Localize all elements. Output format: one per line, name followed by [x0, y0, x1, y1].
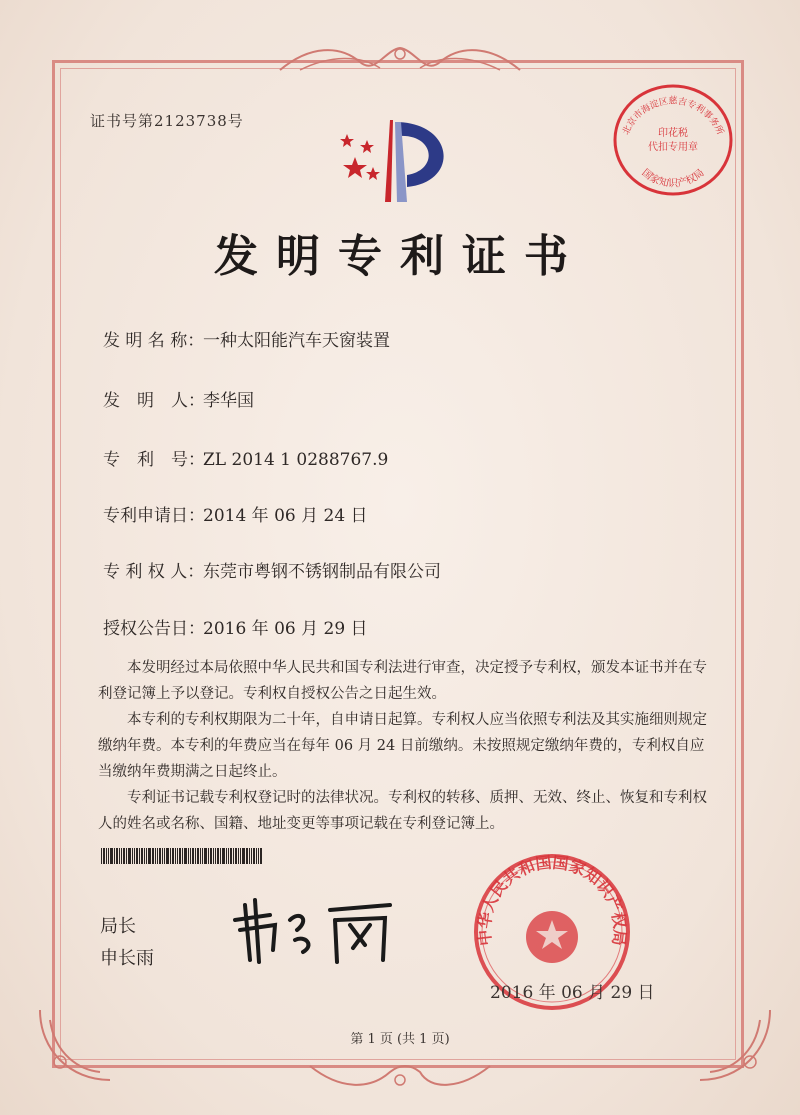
barcode-bar [202, 848, 203, 864]
barcode-bar [256, 848, 257, 864]
barcode-bar [210, 848, 212, 864]
filing-date-value: 2014 年 06 月 24 日 [203, 506, 368, 526]
invention-name-value: 一种太阳能汽车天窗装置 [203, 331, 390, 351]
grant-date-label: 授权公告日： [103, 619, 205, 639]
barcode-bar [220, 848, 221, 864]
barcode-bar [200, 848, 201, 864]
barcode-bar [144, 848, 145, 864]
barcode-bar [123, 848, 125, 864]
barcode-bar [179, 848, 181, 864]
certificate-number: 证书号第2123738号 [90, 112, 244, 130]
barcode-bar [258, 848, 259, 864]
barcode-bar [157, 848, 158, 864]
tax-seal-inner-text-2: 代扣专用章 [648, 142, 698, 153]
barcode-bar [177, 848, 178, 864]
barcode-bar [155, 848, 156, 864]
director-signature [225, 890, 405, 970]
barcode-bar [114, 848, 115, 864]
filing-date-field [103, 501, 368, 526]
grant-date-value: 2016 年 06 月 29 日 [203, 619, 368, 639]
patent-number-label: 专 利 号： [103, 450, 205, 470]
barcode-bar [204, 848, 207, 864]
official-seal-text: 中华人民共和国国家知识产权局 [474, 852, 630, 947]
barcode-bar [233, 848, 234, 864]
barcode-bar [217, 848, 219, 864]
barcode-bar [249, 848, 250, 864]
barcode-bar [182, 848, 183, 864]
body-paragraph-1: 本发明经过本局依照中华人民共和国专利法进行审查，决定授予专利权，颁发本证书并在专利登记簿上予以登记。专利权自授权公告之日起生效。 [98, 660, 707, 702]
barcode-bar [139, 848, 140, 864]
barcode-bar [101, 848, 102, 864]
director-name: 申长雨 [100, 948, 154, 969]
barcode-bar [132, 848, 133, 864]
barcode-bar [103, 848, 105, 864]
barcode-bar [121, 848, 122, 864]
barcode-bar [240, 848, 241, 864]
barcode-bar [126, 848, 127, 864]
barcode-bar [188, 848, 189, 864]
barcode-bar [146, 848, 147, 864]
barcode-bar [208, 848, 209, 864]
director-title: 局长 [100, 916, 136, 937]
barcode-bar [228, 848, 229, 864]
bottom-ornament [300, 1060, 500, 1094]
barcode-bar [175, 848, 176, 864]
tax-seal-bottom-text: 国家知识产权局 [639, 167, 707, 190]
barcode-bar [222, 848, 225, 864]
barcode-bar [242, 848, 245, 864]
patentee-value: 东莞市粤钢不锈钢制品有限公司 [203, 562, 441, 582]
barcode-bar [166, 848, 169, 864]
tax-seal [608, 80, 738, 198]
body-paragraph-2: 本专利的专利权期限为二十年，自申请日起算。专利权人应当依照专利法及其实施细则规定缴纳年费。本专利的年费应当在每年 06 月 24 日前缴纳。未按照规定缴纳年费的，专利权自应当缴纳年费期满之日起终止。 [98, 712, 707, 780]
top-ornament [270, 40, 530, 80]
barcode-bar [230, 848, 232, 864]
barcode-bar [184, 848, 187, 864]
inventor-field [103, 386, 254, 411]
barcode [101, 848, 299, 864]
patent-number-value: ZL 2014 1 0288767.9 [203, 450, 389, 470]
barcode-bar [172, 848, 174, 864]
patent-number-field [103, 445, 388, 470]
barcode-bar [164, 848, 165, 864]
barcode-bar [141, 848, 143, 864]
barcode-bar [162, 848, 163, 864]
barcode-bar [246, 848, 248, 864]
issue-date: 2016 年 06 月 29 日 [490, 983, 655, 1003]
barcode-bar [190, 848, 191, 864]
barcode-bar [195, 848, 196, 864]
barcode-bar [238, 848, 239, 864]
barcode-bar [197, 848, 199, 864]
barcode-bar [110, 848, 113, 864]
barcode-bar [148, 848, 151, 864]
body-paragraph-3: 专利证书记载专利权登记时的法律状况。专利权的转移、质押、无效、终止、恢复和专利权人的姓名或名称、国籍、地址变更等事项记载在专利登记簿上。 [98, 790, 707, 832]
barcode-bar [213, 848, 214, 864]
barcode-bar [128, 848, 131, 864]
barcode-bar [253, 848, 255, 864]
svg-text:国家知识产权局 [639, 167, 706, 190]
certificate-body [98, 655, 713, 837]
patent-office-logo-icon [335, 112, 465, 212]
barcode-bar [119, 848, 120, 864]
inventor-label: 发 明 人： [103, 391, 205, 411]
filing-date-label: 专利申请日： [103, 506, 205, 526]
grant-date-field [103, 614, 368, 639]
page-number: 第 1 页 (共 1 页) [350, 1032, 450, 1047]
barcode-bar [170, 848, 171, 864]
invention-name-label: 发 明 名 称： [103, 331, 205, 351]
inventor-value: 李华国 [203, 391, 254, 411]
barcode-bar [106, 848, 107, 864]
barcode-bar [192, 848, 194, 864]
barcode-bar [215, 848, 216, 864]
barcode-bar [235, 848, 237, 864]
invention-name-field [103, 326, 390, 351]
barcode-bar [226, 848, 227, 864]
tax-seal-inner-text: 印花税 [658, 128, 688, 139]
patentee-field [103, 557, 441, 582]
tax-seal-top-text: 北京市海淀区慈吉专利事务所 [621, 96, 725, 137]
page-title: 发明专利证书 [214, 231, 586, 282]
barcode-bar [152, 848, 154, 864]
barcode-bar [251, 848, 252, 864]
barcode-bar [108, 848, 109, 864]
barcode-bar [159, 848, 161, 864]
barcode-bar [116, 848, 118, 864]
barcode-bar [260, 848, 262, 864]
barcode-bar [136, 848, 138, 864]
patentee-label: 专 利 权 人： [103, 562, 205, 582]
barcode-bar [134, 848, 135, 864]
